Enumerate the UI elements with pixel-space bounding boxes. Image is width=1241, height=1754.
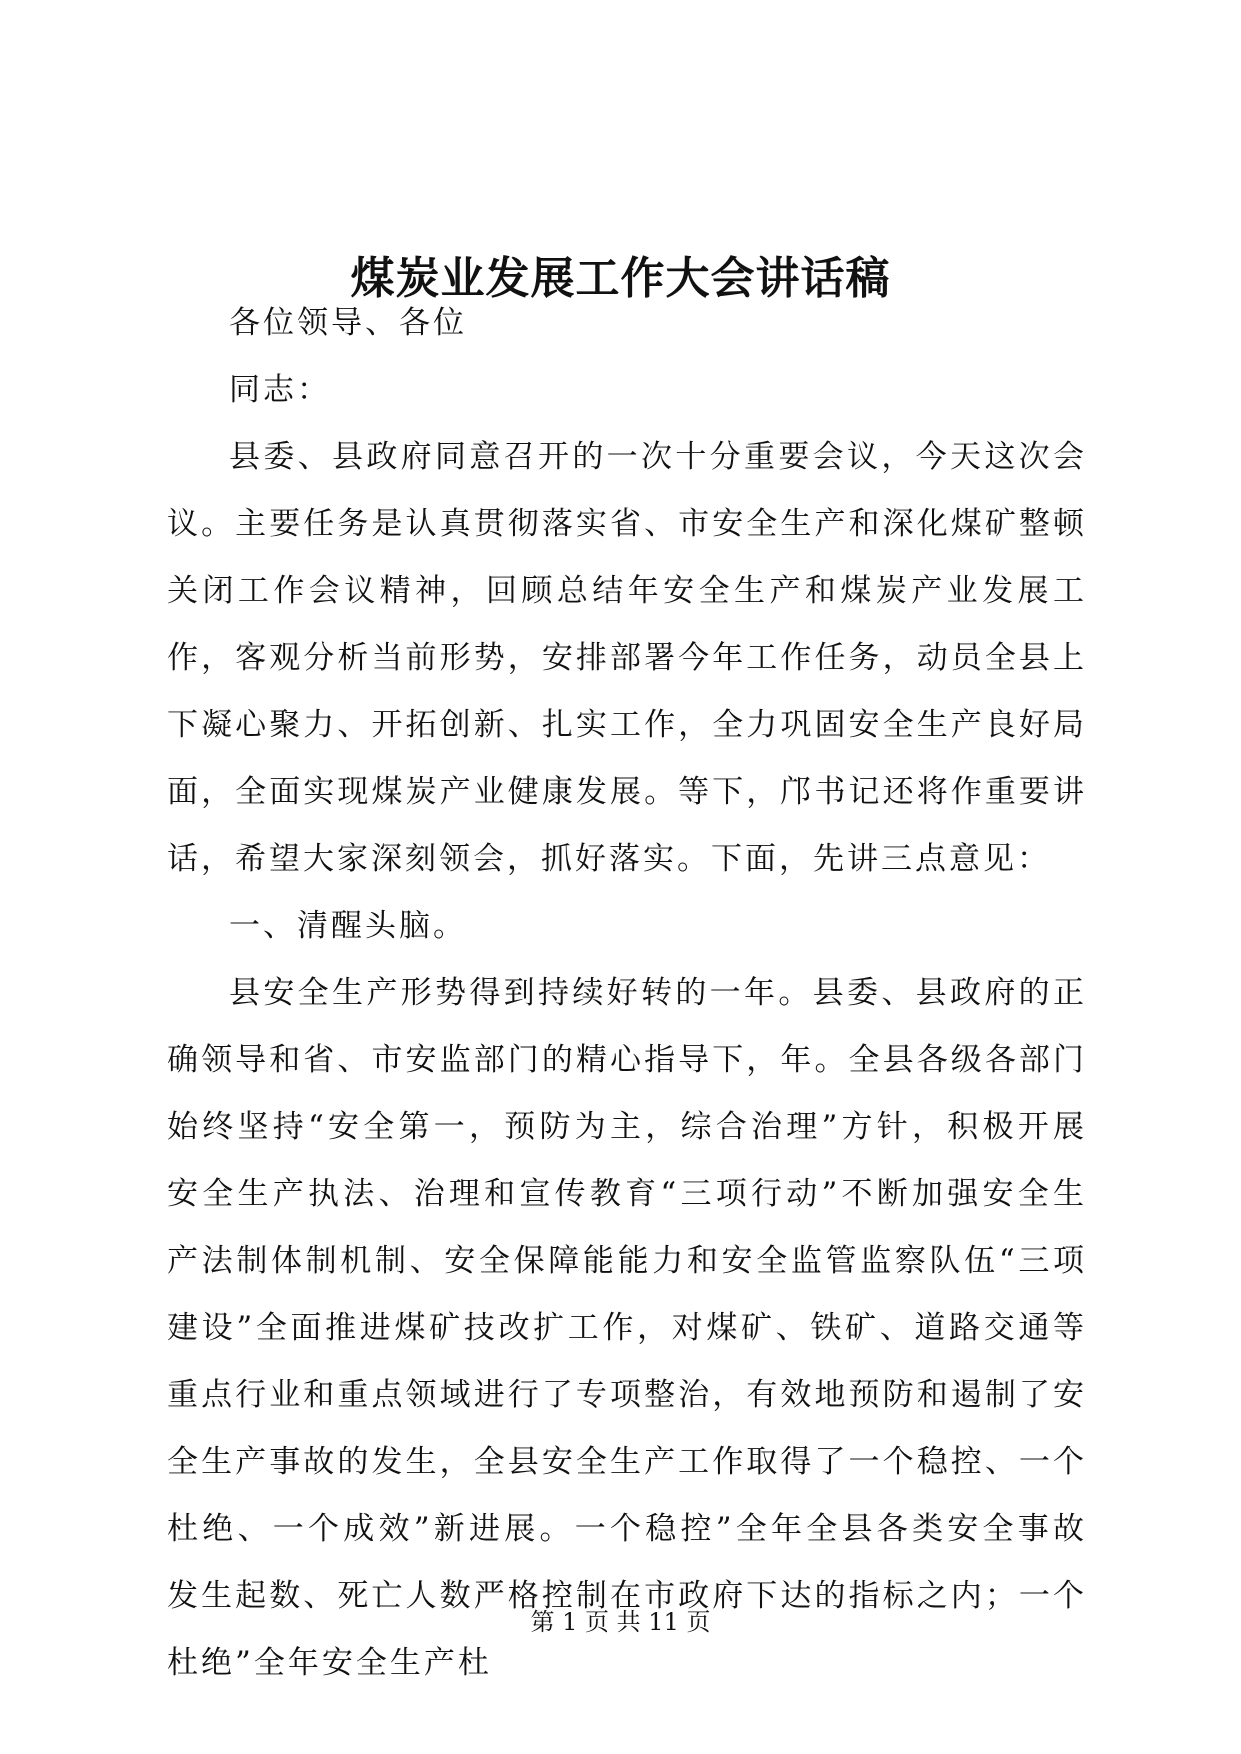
- paragraph-section-1: 县安全生产形势得到持续好转的一年。县委、县政府的正确领导和省、市安监部门的精心指导下，年。全县各级各部门始终坚持“安全第一，预防为主，综合治理”方针，积极开展安全生产执法、治理和宣传教育“三项行动”不断加强安全生产法制体制机制、安全保障能能力和安全监管监察队伍“三项建设”全面推进煤矿技改扩工作，对煤矿、铁矿、道路交通等重点行业和重点领域进行了专项整治，有效地预防和遏制了安全生产事故的发生，全县安全生产工作取得了一个稳控、一个杜绝、一个成效”新进展。一个稳控”全年全县各类安全事故发生起数、死亡人数严格控制在市政府下达的指标之内；一个杜绝”全年安全生产杜: [167, 975, 1087, 1681]
- page-footer: 第 1 页 共 11 页: [530, 1608, 711, 1636]
- salutation-line-2: 同志：: [229, 372, 331, 408]
- document-title: 煤炭业发展工作大会讲话稿: [350, 253, 891, 305]
- section-heading-1: 一、清醒头脑。: [229, 908, 467, 944]
- salutation-line-1: 各位领导、各位: [229, 305, 467, 341]
- document-body: [167, 290, 1087, 1697]
- paragraph-intro: 县委、县政府同意召开的一次十分重要会议，今天这次会议。主要任务是认真贯彻落实省、市安全生产和深化煤矿整顿关闭工作会议精神，回顾总结年安全生产和煤炭产业发展工作，客观分析当前形势，安排部署今年工作任务，动员全县上下凝心聚力、开拓创新、扎实工作，全力巩固安全生产良好局面，全面实现煤炭产业健康发展。等下，邝书记还将作重要讲话，希望大家深刻领会，抓好落实。下面，先讲三点意见：: [167, 439, 1087, 877]
